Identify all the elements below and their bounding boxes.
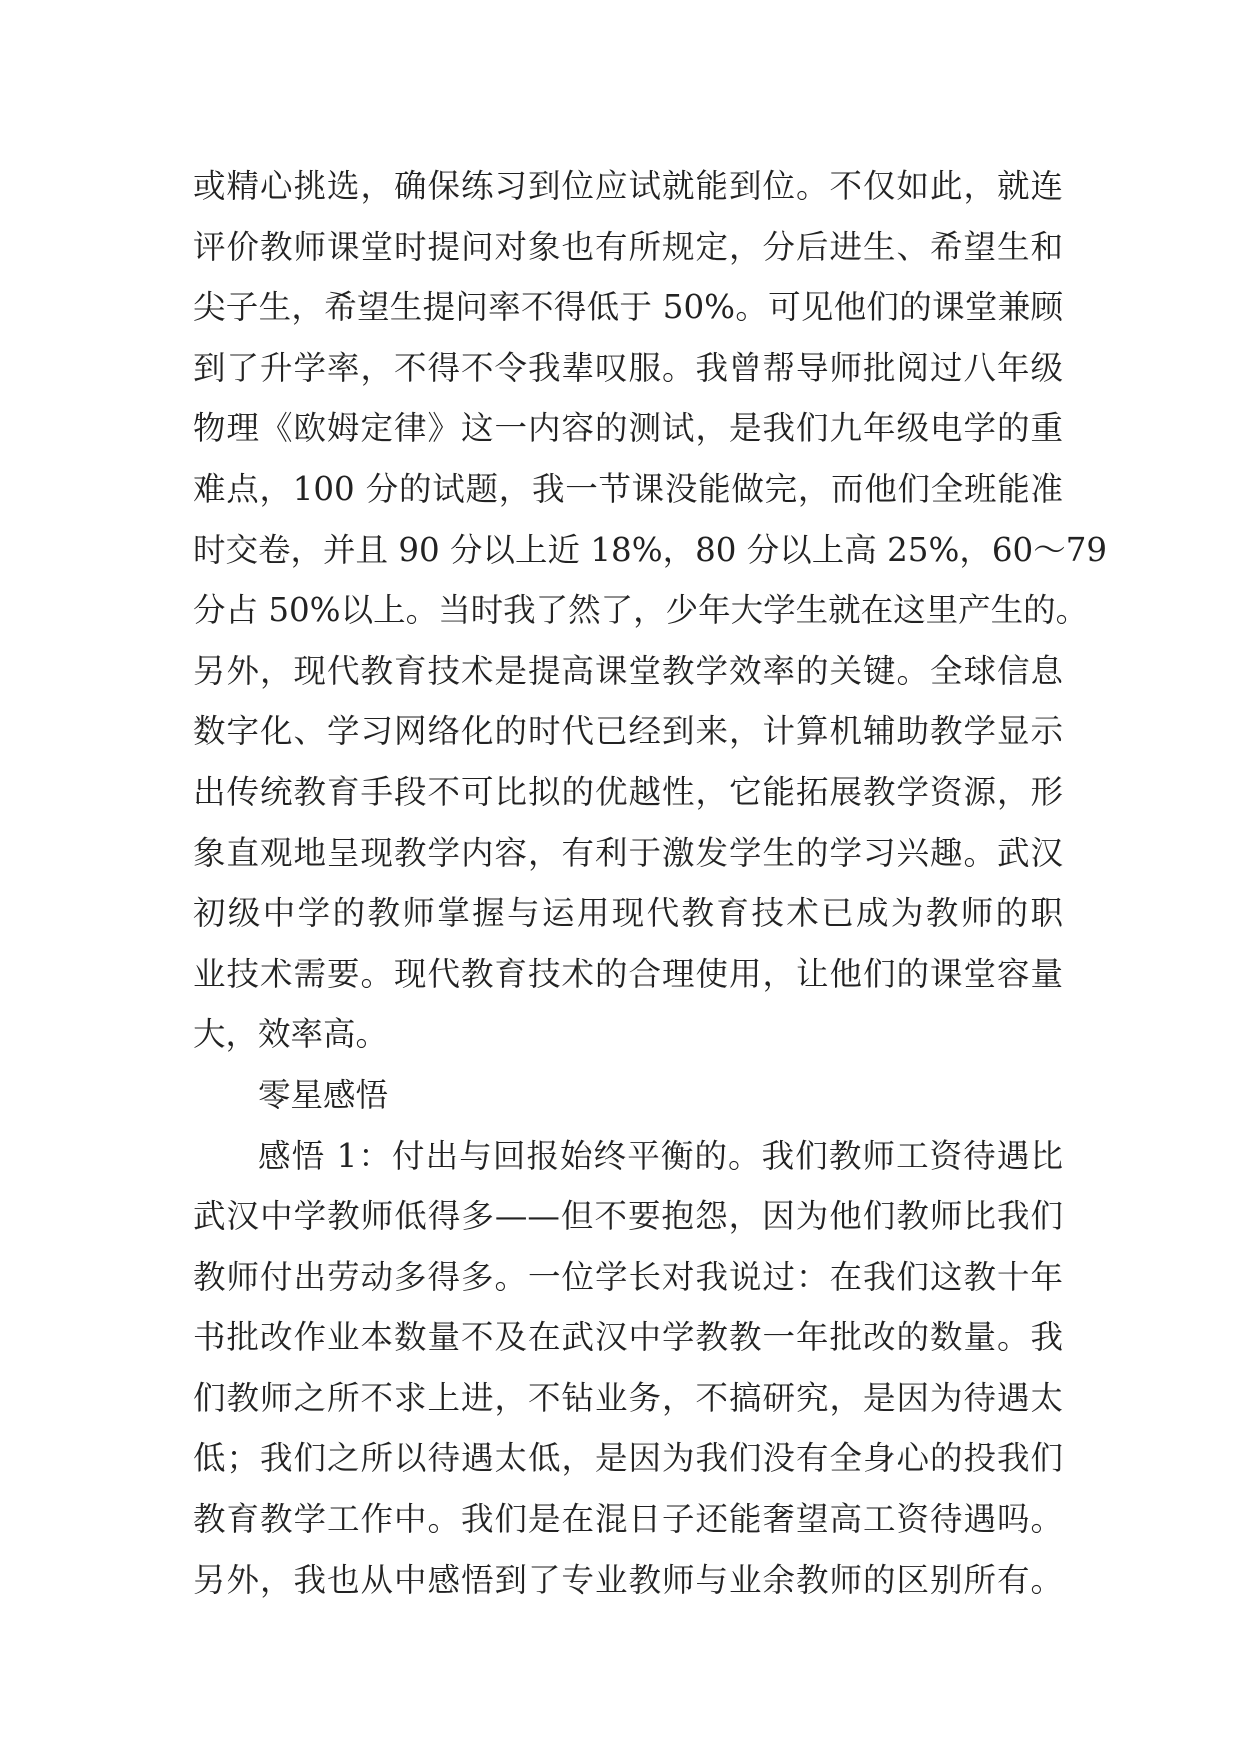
text-line: 出传统教育手段不可比拟的优越性，它能拓展教学资源，形 [193,772,1063,811]
text-line: 低；我们之所以待遇太低，是因为我们没有全身心的投我们 [193,1439,1063,1478]
text-line: 教育教学工作中。我们是在混日子还能奢望高工资待遇吗。 [193,1500,1063,1539]
text-line: 书批改作业本数量不及在武汉中学教教一年批改的数量。我 [193,1318,1063,1357]
text-line: 尖子生，希望生提问率不得低于 50%。可见他们的课堂兼顾 [193,288,1063,327]
text-line: 另外，我也从中感悟到了专业教师与业余教师的区别所有。 [193,1560,1063,1599]
section-heading: 零星感悟 [258,1075,389,1114]
text-line: 象直观地呈现教学内容，有利于激发学生的学习兴趣。武汉 [193,833,1063,872]
text-line: 分占 50%以上。当时我了然了，少年大学生就在这里产生的。 [193,591,1089,630]
text-line: 感悟 1：付出与回报始终平衡的。我们教师工资待遇比 [258,1136,1063,1175]
text-line: 评价教师课堂时提问对象也有所规定，分后进生、希望生和 [193,227,1063,266]
text-line: 到了升学率，不得不令我辈叹服。我曾帮导师批阅过八年级 [193,348,1063,387]
text-line: 武汉中学教师低得多——但不要抱怨，因为他们教师比我们 [193,1197,1063,1236]
body-text [193,156,1108,1610]
text-line: 教师付出劳动多得多。一位学长对我说过：在我们这教十年 [193,1257,1063,1296]
text-line: 难点，100 分的试题，我一节课没能做完，而他们全班能准 [193,469,1063,508]
text-line: 数字化、学习网络化的时代已经到来，计算机辅助教学显示 [193,712,1063,751]
text-line: 时交卷，并且 90 分以上近 18%，80 分以上高 25%，60～79 [193,530,1108,569]
text-line: 业技术需要。现代教育技术的合理使用，让他们的课堂容量 [193,954,1063,993]
text-line: 另外，现代教育技术是提高课堂教学效率的关键。全球信息 [193,651,1063,690]
text-line: 大，效率高。 [193,1015,389,1054]
text-line: 或精心挑选，确保练习到位应试就能到位。不仅如此，就连 [193,167,1063,205]
text-line: 们教师之所不求上进，不钻业务，不搞研究，是因为待遇太 [193,1378,1063,1417]
text-line: 物理《欧姆定律》这一内容的测试，是我们九年级电学的重 [193,409,1063,448]
text-line: 初级中学的教师掌握与运用现代教育技术已成为教师的职 [193,894,1063,933]
